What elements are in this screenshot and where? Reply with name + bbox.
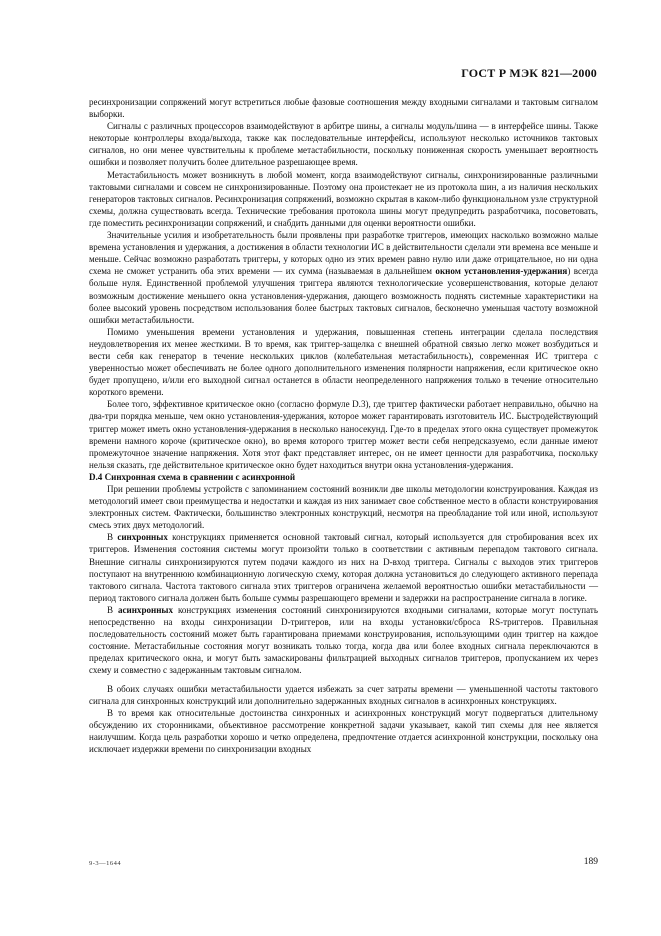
paragraph: ресинхронизации сопряжений могут встретиться любые фазовые соотношения между входными сигналами и тактовым сигналом выборки. [89, 97, 598, 120]
paragraph [89, 229, 598, 326]
standard-header: ГОСТ Р МЭК 821—2000 [461, 66, 597, 80]
paragraph: Метастабильность может возникнуть в любой момент, когда взаимодействуют сигналы, синхронизированные различными тактовыми сигналами и совсем не синхронизированные. Поэтому она проистекает не из протокола шин, а из наличия нескольких генераторов тактовых сигналов. Ресинхронизация сопряжений, возможно скрытая в каком-либо функциональном узле структурной схемы, должна существовать всегда. Технические требования протокола шины могут предупредить разработчика, посоветовать, где поместить ресинхронизации сопряжений, и снабдить данными для оценки вероятности ошибки. [89, 169, 598, 228]
footer-print-code: 9-3—1644 [89, 860, 122, 867]
page-number: 189 [583, 857, 598, 867]
paragraph: Сигналы с различных процессоров взаимодействуют в арбитре шины, а сигналы модуль/шина — в интерфейсе шины. Также некоторые контроллеры входа/выхода, также как последовательные интерфейсы, используют несколько источников тактовых сигналов, но они менее чувствительны к проблеме метастабильности, поскольку пониженная скорость уменьшает вероятность ошибки и позволяет получить более длительное разрешающее время. [89, 121, 598, 168]
bold-term: синхронных [117, 532, 168, 543]
section-heading: D.4 Синхронная схема в сравнении с асинхронной [89, 471, 296, 482]
document-body [89, 96, 598, 755]
bold-term: окном установления-удержания [435, 266, 568, 277]
paragraph: Более того, эффективное критическое окно (согласно формуле D.3), где триггер фактически работает неправильно, обычно на два-три порядка меньше, чем окно установления-удержания, которое может гарантировать изготовитель ИС. Быстродействующий триггер может иметь окно установления-удержания в несколько наносекунд. Где-то в пределах этого окна существует промежуток времени намного короче (критическое окно), во время которого триггер может вести себя непредсказуемо, если данные имеют промежуточное значение напряжения. Хотя этот факт представляет интерес, он не имеет ценности для разработчика, поскольку нельзя сказать, где действительное критическое окно будет находиться внутри окна установления-удержания. [89, 399, 598, 470]
paragraph-text: Значительные усилия и изобретательность были проявлены при разработке триггеров, имеющих насколько возможно малые времена установления и удержания, а достижения в области технологии ИС в действительности сделали эти времена все меньше и меньше. Сейчас возможно разработать триггеры, у которых одно из этих времен равно нулю или даже отрицательное, но ни одна схема не сможет устранить оба этих времени — их сумма (называемая в дальнейшем [89, 230, 598, 277]
paragraph [89, 604, 598, 677]
paragraph-text: В [107, 604, 118, 615]
paragraph-text: конструкциях применяется основной тактовый сигнал, который используется для стробирования всех их триггеров. Изменения состояния системы могут произойти только в соответствии с активным перепадом тактового сигнала. Внешние сигналы синхронизируются путем подачи каждого из них на D-вход триггера. Сигналы с выходов этих триггеров поступают на внутреннюю комбинационную логическую схему, которая должна установиться до следующего активного перепада тактового сигнала. Частота тактового сигнала этих триггеров ограничена желаемой вероятностью ошибки метастабильности — период тактового сигнала должен быть больше суммы разрешающего времени и задержки на распространение сигнала в логике. [89, 532, 599, 603]
paragraph-text: конструкциях изменения состояний синхронизируются входными сигналами, которые могут поступать непосредственно на входы синхронизации D-триггеров, или на входы установки/сброса RS-триггеров. Правильная последовательность состояний может быть гарантирована приемами конструирования, использующими один триггер на каждое состояние. Метастабильные состояния могут возникать только тогда, когда два или более входных сигнала переключаются в пределах критического окна, и могут быть замаскированы фильтрацией выходных сигналов триггеров, пропусканием их через схему и совместно с задержанным тактовым сигналом. [89, 604, 599, 676]
paragraph-text: ) всегда больше нуля. Единственной проблемой улучшения триггера являются технологические усовершенствования, которые делают возможным достижение меньшего окна установления-удержания, дающего возможность поднять системные характеристики на более высокий уровень посредством использования более быстрых тактовых сигналов, бесконечно уменьшая частоту возможной ошибки метастабильности. [89, 266, 598, 325]
bold-term: асинхронных [117, 604, 174, 615]
paragraph: Помимо уменьшения времени установления и удержания, повышенная степень интеграции сделала последствия неудовлетворения их менее жесткими. В то время, как триггер-защелка с внешней обратной связью легко может возбудиться и вести себя как генератор в течение нескольких циклов (колебательная метастабильность), современная ИС триггера с уверенностью может обеспечивать не более одного дополнительного изменения полярности напряжения, если критическое окно будет пропущено, и/или его выходной сигнал останется в области неопределенного напряжения только в течение относительно короткого времени. [89, 326, 598, 398]
paragraph [89, 531, 598, 604]
paragraph: При решении проблемы устройств с запоминанием состояний возникли две школы методологии конструирования. Каждая из методологий имеет свои преимущества и недостатки и каждая из них занимает свое собственное место в области конструирования электронных систем. Фактически, большинство электронных конструкций, несмотря на преобладание той или иной, используют смесь этих двух методологий. [89, 484, 598, 531]
paragraph: В то время как относительные достоинства синхронных и асинхронных конструкций могут подвергаться длительному обсуждению их сторонниками, объективное рассмотрение конкретной задачи указывает, какой тип схемы для нее является наилучшим. Когда цель разработки хорошо и четко определена, предпочтение отдается асинхронной конструкции, поскольку она исключает издержки времени по синхронизации входных [89, 707, 598, 754]
paragraph: В обоих случаях ошибки метастабильности удается избежать за счет затраты времени — уменьшенной частоты тактового сигнала для синхронных конструкций или дополнительно задержанных входных сигналов в асинхронных конструкциях. [89, 683, 598, 706]
paragraph-text: В [107, 532, 118, 543]
